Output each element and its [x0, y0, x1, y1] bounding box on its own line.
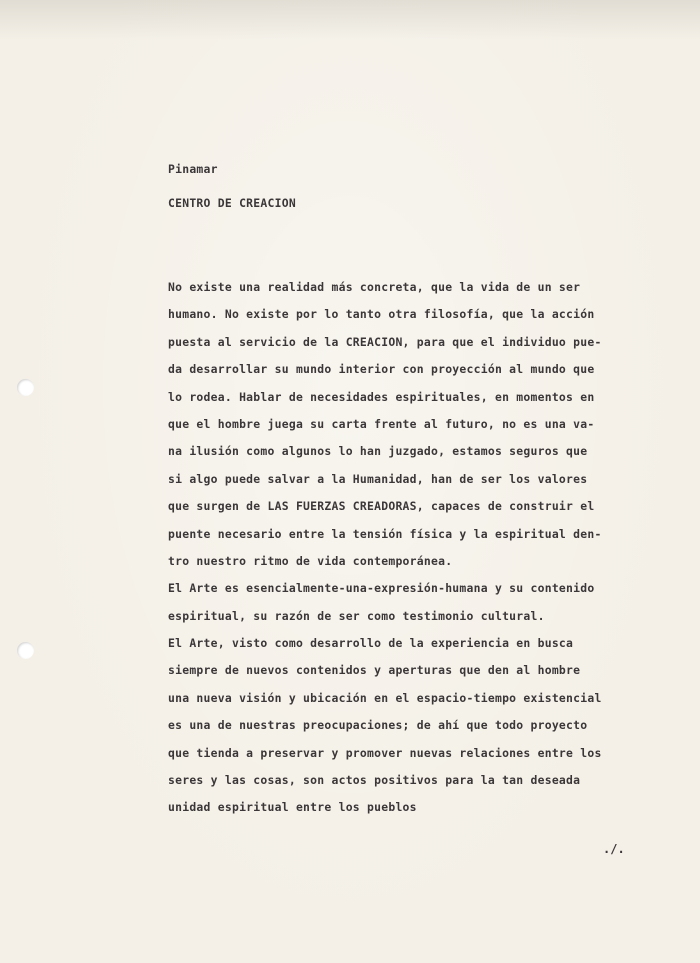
text-line: lo rodea. Hablar de necesidades espirituales, en momentos en: [168, 389, 595, 404]
text-line: una nueva visión y ubicación en el espacio-tiempo existencial: [168, 690, 602, 705]
text-line: tro nuestro ritmo de vida contemporánea.: [168, 553, 453, 568]
text-line: puesta al servicio de la CREACION, para que el individuo pue-: [168, 334, 602, 349]
text-line: puente necesario entre la tensión física y la espiritual den-: [168, 526, 602, 541]
body-text: [168, 279, 602, 827]
text-line: unidad espiritual entre los pueblos: [168, 800, 417, 815]
text-line: que surgen de LAS FUERZAS CREADORAS, capaces de construir el: [168, 499, 595, 514]
text-line: siempre de nuevos contenidos y aperturas que den al hombre: [168, 663, 581, 678]
text-line: na ilusión como algunos lo han juzgado, estamos seguros que: [168, 444, 588, 459]
text-line: que el hombre juega su carta frente al futuro, no es una va-: [168, 416, 595, 431]
text-line: No existe una realidad más concreta, que la vida de un ser: [168, 280, 581, 294]
text-line: espiritual, su razón de ser como testimonio cultural.: [168, 608, 545, 623]
text-line: es una de nuestras preocupaciones; de ahí que todo proyecto: [168, 718, 588, 733]
text-line: da desarrollar su mundo interior con proyección al mundo que: [168, 362, 595, 377]
document-title: CENTRO DE CREACION: [168, 196, 296, 210]
text-line: El Arte, visto como desarrollo de la experiencia en busca: [168, 636, 574, 651]
continuation-mark: ./.: [603, 842, 625, 856]
text-line: El Arte es esencialmente-una-expresión-humana y su contenido: [168, 581, 595, 596]
paper-top-shade: [0, 0, 700, 40]
text-line: humano. No existe por lo tanto otra filosofía, que la acción: [168, 307, 595, 322]
punch-hole-bottom: [17, 642, 34, 659]
text-line: si algo puede salvar a la Humanidad, han de ser los valores: [168, 471, 588, 486]
text-line: que tienda a preservar y promover nuevas relaciones entre los: [168, 745, 602, 760]
place-heading: Pinamar: [168, 162, 218, 176]
text-line: seres y las cosas, son actos positivos para la tan deseada: [168, 773, 581, 788]
punch-hole-top: [17, 379, 34, 396]
